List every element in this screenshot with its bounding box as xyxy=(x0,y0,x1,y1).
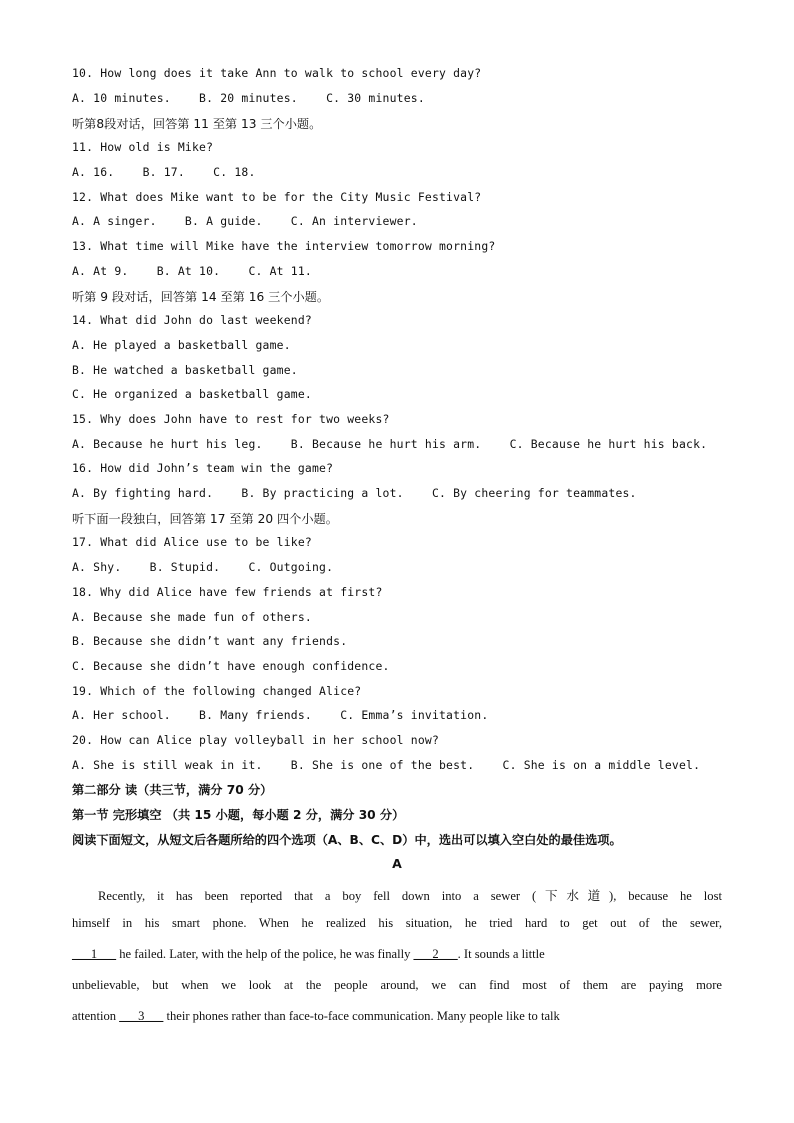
passage-line-3 xyxy=(72,947,722,962)
passage-line-1: Recently, it has been reported that a boy fell down into a sewer (下水道), because he lost xyxy=(98,889,722,903)
question-18: 18. Why did Alice have few friends at first? xyxy=(72,585,383,599)
question-19: 19. Which of the following changed Alice? xyxy=(72,684,362,698)
question-12: 12. What does Mike want to be for the City Music Festival? xyxy=(72,190,482,204)
question-15-options: A. Because he hurt his leg. B. Because he hurt his arm. C. Because he hurt his back. xyxy=(72,437,708,451)
passage-line-5-start: attention xyxy=(72,1009,120,1023)
question-14-option-c: C. He organized a basketball game. xyxy=(72,387,312,401)
blank-1: ___1___ xyxy=(72,947,117,961)
question-14: 14. What did John do last weekend? xyxy=(72,313,312,327)
passage-line-5-text: their phones rather than face-to-face communication. Many people like to talk xyxy=(163,1009,560,1023)
question-18-option-b: B. Because she didn’t want any friends. xyxy=(72,634,348,648)
question-16-options: A. By fighting hard. B. By practicing a lot. C. By cheering for teammates. xyxy=(72,486,637,500)
part-2-title: 第二部分 读（共三节，满分 70 分） xyxy=(72,783,273,797)
blank-3: ___3___ xyxy=(119,1009,164,1023)
question-12-options: A. A singer. B. A guide. C. An interviewer. xyxy=(72,214,418,228)
passage-label: A xyxy=(392,856,402,871)
question-14-option-b: B. He watched a basketball game. xyxy=(72,363,298,377)
passage-line-3-text: he failed. Later, with the help of the police, he was finally xyxy=(116,947,414,961)
monologue-instruction: 听下面一段独白，回答第 17 至第 20 四个小题。 xyxy=(72,512,338,526)
section-8-instruction: 听第8段对话，回答第 11 至第 13 三个小题。 xyxy=(72,117,322,131)
question-16: 16. How did John’s team win the game? xyxy=(72,461,334,475)
blank-2: ___2___ xyxy=(413,947,458,961)
section-1-heading: 第一节 完形填空 （共 15 小题，每小题 2 分，满分 30 分） xyxy=(72,808,405,822)
question-13: 13. What time will Mike have the interview tomorrow morning? xyxy=(72,239,496,253)
cloze-instruction: 阅读下面短文，从短文后各题所给的四个选项（A、B、C、D）中，选出可以填入空白处的最佳选项。 xyxy=(72,833,622,847)
passage-line-2: himself in his smart phone. When he realized his situation, he tried hard to get out of the sewer, xyxy=(72,916,722,930)
question-11: 11. How old is Mike? xyxy=(72,140,214,154)
section-9-instruction: 听第 9 段对话，回答第 14 至第 16 三个小题。 xyxy=(72,290,330,304)
question-20-options: A. She is still weak in it. B. She is one of the best. C. She is on a middle level. xyxy=(72,758,701,772)
question-20: 20. How can Alice play volleyball in her school now? xyxy=(72,733,440,747)
question-18-option-a: A. Because she made fun of others. xyxy=(72,610,312,624)
question-13-options: A. At 9. B. At 10. C. At 11. xyxy=(72,264,312,278)
passage-line-4: unbelievable, but when we look at the people around, we can find most of them are paying more xyxy=(72,978,722,992)
question-17-options: A. Shy. B. Stupid. C. Outgoing. xyxy=(72,560,334,574)
question-14-option-a: A. He played a basketball game. xyxy=(72,338,291,352)
question-11-options: A. 16. B. 17. C. 18. xyxy=(72,165,256,179)
passage-line-3-end: . It sounds a little xyxy=(457,947,545,961)
question-10: 10. How long does it take Ann to walk to school every day? xyxy=(72,66,482,80)
question-19-options: A. Her school. B. Many friends. C. Emma’s invitation. xyxy=(72,708,489,722)
question-17: 17. What did Alice use to be like? xyxy=(72,535,312,549)
question-18-option-c: C. Because she didn’t have enough confidence. xyxy=(72,659,390,673)
question-15: 15. Why does John have to rest for two weeks? xyxy=(72,412,390,426)
question-10-options: A. 10 minutes. B. 20 minutes. C. 30 minutes. xyxy=(72,91,425,105)
passage-line-5 xyxy=(72,1009,722,1024)
